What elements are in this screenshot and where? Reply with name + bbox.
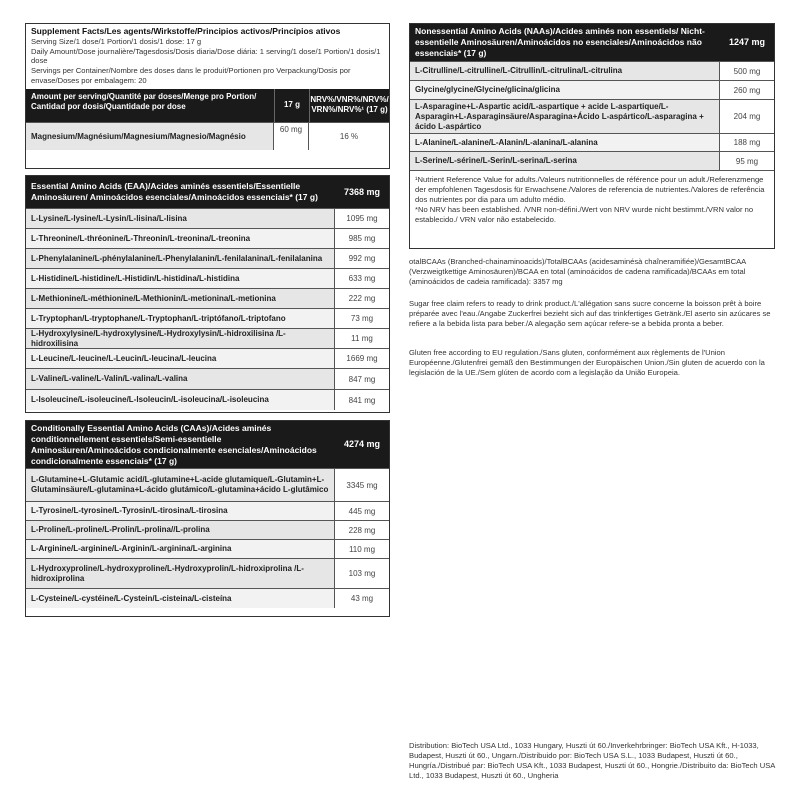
caa-row-amount: 43 mg: [334, 589, 389, 608]
supplement-facts-title: Supplement Facts/Les agents/Wirkstoffe/Principios activos/Princípios ativos: [31, 26, 341, 36]
eaa-row-amount: 1095 mg: [334, 209, 389, 228]
bcaa-note: otalBCAAs (Branched-chainaminoacids)/TotalBCAAs (acidesaminésà chaîneramifiée)/GesamtBCAA (Verzweigtkettige Aminosäuren)/BCAA en total (aminoácidos de cadena ramificada)/BCAAs em total (aminoácidos de cadeia ramificada): 3357 mg: [409, 257, 746, 286]
caa-row-amount: 110 mg: [334, 540, 389, 558]
caa-row: [26, 468, 389, 501]
supplement-facts-table: [25, 23, 390, 169]
naa-row: [410, 133, 774, 151]
naa-row-name: L-Alanine/L-alanine/L-Alanin/L-alanina/L-alanina: [410, 134, 719, 151]
eaa-row: [26, 308, 389, 328]
caa-row: [26, 558, 389, 588]
serving-amount: 17 g: [274, 89, 309, 122]
eaa-row-name: L-Phenylalanine/L-phénylalanine/L-Phenylalanin/L-fenilalanina/L-fenilalanina: [26, 249, 334, 268]
caa-row: [26, 520, 389, 539]
caa-row: [26, 588, 389, 608]
naa-row: [410, 80, 774, 99]
supplement-facts-intro: [26, 24, 389, 89]
daily-amount: Daily Amount/Dose journalière/Tagesdosis/Dosis diaria/Dose diária: 1 serving/1 dose/1 Portion/1 dosis/1 dose: [31, 46, 381, 66]
naa-rows: [410, 61, 774, 170]
naa-row: [410, 61, 774, 80]
nrv-footnote-not-established: *No NRV has been established. /VNR non-défini./Wert von NRV wurde nicht bestimmt./VRN valor no establecido./ VRN valor não estabelecido.: [415, 205, 754, 224]
eaa-row-amount: 841 mg: [334, 390, 389, 410]
eaa-row: [26, 288, 389, 308]
magnesium-amount: 60 mg: [273, 123, 308, 150]
amount-per-serving-label: Amount per serving/Quantité par doses/Menge pro Portion/ Cantidad por dosis/Quantidade por dose: [31, 91, 257, 111]
caa-rows: [26, 468, 389, 608]
eaa-total: 7368 mg: [343, 186, 381, 197]
eaa-row: [26, 328, 389, 348]
caa-row: [26, 501, 389, 520]
naa-row-name: L-Citrulline/L-citrulline/L-Citrullin/L-citrulina/L-citrulina: [410, 62, 719, 80]
eaa-row: [26, 348, 389, 368]
caa-total: 4274 mg: [343, 439, 381, 449]
eaa-row-name: L-Histidine/L-histidine/L-Histidin/L-histidina/L-histidina: [26, 269, 334, 288]
eaa-row-name: L-Leucine/L-leucine/L-Leucin/L-leucina/L-leucina: [26, 349, 334, 368]
caa-row-amount: 445 mg: [334, 502, 389, 520]
nrv-header: NRV%/VNR%/NRV%/ VRN%/NRV%¹ (17 g): [309, 89, 389, 122]
eaa-row-name: L-Methionine/L-méthionine/L-Methionin/L-metionina/L-metionina: [26, 289, 334, 308]
gluten-free-note: Gluten free according to EU regulation./Sans gluten, conformément aux règlements de l'Union Européenne./Glutenfrei gemäß den Bestimmungen der Europäischen Union./Sin gluten de acuerdo con la legislación de la UE./Sem glúten de acordo com a legislação da União Europeia.: [409, 348, 765, 377]
eaa-row: [26, 208, 389, 228]
serving-size: Serving Size/1 dose/1 Portion/1 dosis/1 dose: 17 g: [31, 36, 202, 46]
magnesium-nrv: 16 %: [308, 123, 389, 150]
caa-row-name: L-Tyrosine/L-tyrosine/L-Tyrosin/L-tirosina/L-tirosina: [26, 502, 334, 520]
nrv-footnote: [410, 170, 774, 229]
naa-header: [410, 24, 774, 61]
caa-row-amount: 228 mg: [334, 521, 389, 539]
supplement-header-row: [26, 89, 389, 122]
naa-row-amount: 188 mg: [719, 134, 774, 151]
naa-row-amount: 95 mg: [719, 152, 774, 170]
naa-row-amount: 500 mg: [719, 62, 774, 80]
eaa-row-name: L-Hydroxylysine/L-hydroxylysine/L-Hydroxylysin/L-hidroxilisina /L-hidroxilisina: [26, 329, 334, 348]
eaa-row-amount: 633 mg: [334, 269, 389, 288]
caa-row-name: L-Arginine/L-arginine/L-Arginin/L-arginina/L-arginina: [26, 540, 334, 558]
nrv-footnote-definition: ¹Nutrient Reference Value for adults./Valeurs nutritionnelles de référence pour un adult./Referenzmenge der empfohlenen Tagesdosis für Erwachsene./Valores de referencia de nutrientes./Valores de referência dos nutrientes por dia para um adulto médio.: [415, 175, 765, 204]
caa-header: [26, 421, 389, 468]
naa-table: [409, 23, 775, 249]
eaa-row-name: L-Isoleucine/L-isoleucine/L-Isoleucin/L-isoleucina/L-isoleucina: [26, 390, 334, 410]
eaa-row-amount: 73 mg: [334, 309, 389, 328]
caa-row-amount: 103 mg: [334, 559, 389, 588]
magnesium-row: [26, 122, 389, 150]
caa-row: [26, 539, 389, 558]
eaa-row-name: L-Lysine/L-lysine/L-Lysin/L-lisina/L-lisina: [26, 209, 334, 228]
eaa-rows: [26, 208, 389, 410]
eaa-row-amount: 1669 mg: [334, 349, 389, 368]
eaa-row-name: L-Tryptophan/L-tryptophane/L-Tryptophan/L-triptófano/L-triptofano: [26, 309, 334, 328]
eaa-row: [26, 368, 389, 389]
eaa-row: [26, 268, 389, 288]
distribution-note: Distribution: BioTech USA Ltd., 1033 Hungary, Huszti út 60./Inverkehrbringer: BioTech USA Kft., H-1033, Budapest, Huszti út 60., Ungarn./Distribuido por: BioTech USA S.L., 1033 Budapest, Huszti út 60., Hungría./Distribué par: BioTech USA Kft., 1033 Budapest, Huszti út 60., Hongrie./Distribuito da: BioTech USA Ltd., 1033 Budapest, Huszti út 60., Ungheria: [409, 741, 775, 780]
eaa-row-amount: 222 mg: [334, 289, 389, 308]
caa-row-amount: 3345 mg: [334, 469, 389, 501]
caa-table: [25, 420, 390, 617]
eaa-row-amount: 11 mg: [334, 329, 389, 348]
eaa-row-amount: 847 mg: [334, 369, 389, 389]
caa-row-name: L-Proline/L-proline/L-Prolin/L-prolina//L-prolina: [26, 521, 334, 539]
naa-row: [410, 99, 774, 133]
caa-row-name: L-Hydroxyproline/L-hydroxyproline/L-Hydroxyprolin/L-hidroxiprolina /L-hidroxiprolina: [26, 559, 334, 588]
sugar-free-note: Sugar free claim refers to ready to drink product./L'allégation sans sucre concerne la boisson prêt à boire préparée avec l'eau./Angabe Zuckerfrei bezieht sich auf das trinkfertiges Getränk./El aserto sin azúcares se refiere a la bebida lista para beber./A alegação sem açúcar refere-se a bebida pronta a beber.: [409, 299, 771, 328]
naa-row: [410, 151, 774, 170]
eaa-header: [26, 176, 389, 208]
eaa-row-name: L-Threonine/L-thréonine/L-Threonin/L-treonina/L-treonina: [26, 229, 334, 248]
naa-row-name: L-Serine/L-sérine/L-Serin/L-serina/L-serina: [410, 152, 719, 170]
servings-per-container: Servings per Container/Nombre des doses dans le produit/Portionen pro Verpackung/Dosis por envase/Doses por embalagem: 20: [31, 66, 351, 85]
caa-row-name: L-Glutamine+L-Glutamic acid/L-glutamine+L-acide glutamique/L-Glutamin+L-Glutaminsäure/L-glutamina+L-ácido glutámico/L-glutamina+ácido L-glutâmico: [26, 469, 334, 501]
naa-total: 1247 mg: [728, 37, 766, 47]
eaa-row: [26, 228, 389, 248]
eaa-table: [25, 175, 390, 413]
naa-header-label: Nonessential Amino Acids (NAAs)/Acides aminés non essentiels/ Nicht-essentielle Aminosäuren/Aminoácidos no esenciales/Aminoácidos não essenciais* (17 g): [415, 26, 705, 58]
magnesium-name: Magnesium/Magnésium/Magnesium/Magnesio/Magnésio: [31, 131, 246, 141]
eaa-row: [26, 389, 389, 410]
eaa-row-amount: 992 mg: [334, 249, 389, 268]
naa-row-name: Glycine/glycine/Glycine/glicina/glicina: [410, 81, 719, 99]
eaa-header-label: Essential Amino Acids (EAA)/Acides aminés essentiels/Essentielle Aminosäuren/ Aminoácidos esenciales/Aminoácidos essenciais* (17 g): [31, 181, 318, 202]
caa-row-name: L-Cysteine/L-cystéine/L-Cystein/L-cisteina/L-cisteína: [26, 589, 334, 608]
naa-row-amount: 204 mg: [719, 100, 774, 133]
eaa-row-name: L-Valine/L-valine/L-Valin/L-valina/L-valina: [26, 369, 334, 389]
naa-row-name: L-Asparagine+L-Aspartic acid/L-aspartique + acide L-aspartique/L-Asparagin+L-Asparaginsäure/Asparagina+Ácido L-aspártico/L-asparagina + ácido L-aspártico: [410, 100, 719, 133]
eaa-row-amount: 985 mg: [334, 229, 389, 248]
naa-row-amount: 260 mg: [719, 81, 774, 99]
eaa-row: [26, 248, 389, 268]
caa-header-label: Conditionally Essential Amino Acids (CAAs)/Acides aminés conditionnellement essentiels/Semi-essentielle Aminosäuren/Aminoácidos condicionalmente esenciales/Aminoácidos condicionalmente essenciais* (17 g): [31, 422, 317, 466]
